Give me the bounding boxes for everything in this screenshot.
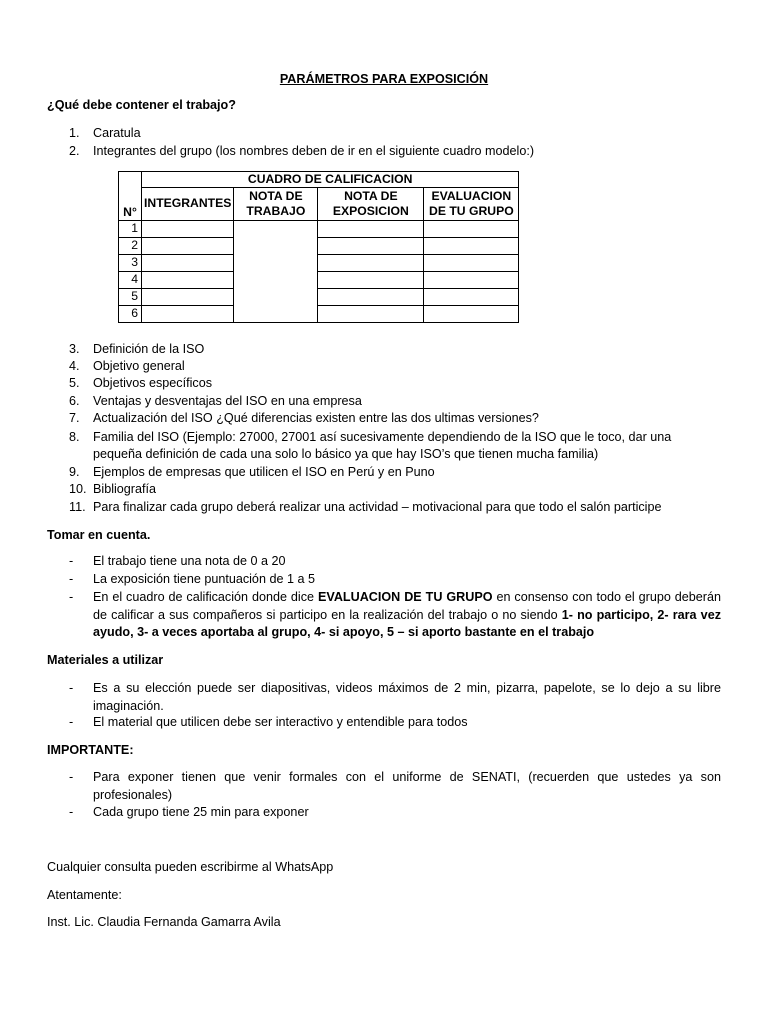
list-item: Objetivos específicos: [93, 376, 212, 390]
row-number: 2: [119, 237, 142, 254]
list-item-continuation: pequeña definición de cada una solo lo básico ya que hay ISO’s que tienen mucha familia): [93, 447, 599, 461]
bullet-text: Para exponer tienen que venir formales con el uniforme de SENATI, (recuerden que ustedes ya son profesionales): [93, 770, 721, 802]
row-number: 5: [119, 288, 142, 305]
list-number: 10.: [69, 482, 87, 496]
row-number: 3: [119, 254, 142, 271]
table-row: [119, 305, 519, 322]
text-run-bold: 1- no participo, 2- rara vez ayudo, 3- a veces aportaba al grupo, 4- si apoyo, 5 – si aporto bastante en el trabajo: [93, 607, 721, 639]
list-number: 2.: [69, 144, 80, 158]
table-row: [119, 271, 519, 288]
list-number: 3.: [69, 342, 80, 356]
bullet-dash: -: [69, 554, 74, 568]
col-header-n: N°: [119, 188, 142, 221]
list-item: Bibliografía: [93, 482, 157, 496]
list-number: 9.: [69, 465, 80, 479]
list-number: 5.: [69, 376, 80, 390]
list-number: 6.: [69, 394, 80, 408]
section-question: ¿Qué debe contener el trabajo?: [47, 98, 236, 112]
col-header-nota-trabajo: NOTA DE TRABAJO: [234, 188, 318, 221]
list-number: 11.: [69, 500, 86, 514]
row-number: 6: [119, 305, 142, 322]
list-item: Integrantes del grupo (los nombres deben de ir en el siguiente cuadro modelo:): [93, 144, 535, 158]
section-heading: Tomar en cuenta.: [47, 528, 151, 542]
text-run: en consenso con todo el grupo deberán de calificar a sus compañeros si participo en la realización del trabajo o no siendo: [93, 590, 721, 622]
signature-name: Inst. Lic. Claudia Fernanda Gamarra Avila: [47, 915, 281, 929]
table-row: [119, 220, 519, 237]
list-number: 1.: [69, 126, 80, 140]
list-number: 4.: [69, 359, 80, 373]
bullet-dash: -: [69, 805, 74, 819]
row-number: 4: [119, 271, 142, 288]
bullet-dash: -: [69, 681, 74, 695]
list-item: Definición de la ISO: [93, 342, 205, 356]
bullet-text: [93, 589, 721, 642]
text-run: En el cuadro de calificación donde dice: [93, 590, 318, 604]
bullet-dash: -: [69, 590, 74, 604]
list-item: Para finalizar cada grupo deberá realizar una actividad – motivacional para que todo el salón participe: [93, 500, 662, 514]
table-caption: CUADRO DE CALIFICACION: [142, 172, 519, 188]
table-row: [119, 288, 519, 305]
contact-note: Cualquier consulta pueden escribirme al WhatsApp: [47, 860, 334, 874]
bullet-text: El material que utilicen debe ser interactivo y entendible para todos: [93, 715, 468, 729]
table-row: [119, 237, 519, 254]
bullet-text: Es a su elección puede ser diapositivas, videos máximos de 2 min, pizarra, papelote, se lo dejo a su libre imaginación.: [93, 681, 721, 713]
list-item: Objetivo general: [93, 359, 185, 373]
list-item: Familia del ISO (Ejemplo: 27000, 27001 así sucesivamente dependiendo de la ISO que le toco, dar una: [93, 430, 672, 444]
section-heading: IMPORTANTE:: [47, 743, 134, 757]
table-row: [119, 254, 519, 271]
list-item: Actualización del ISO ¿Qué diferencias existen entre las dos ultimas versiones?: [93, 411, 539, 425]
section-heading: Materiales a utilizar: [47, 653, 164, 667]
list-item: Caratula: [93, 126, 141, 140]
row-number: 1: [119, 220, 142, 237]
col-header-evaluacion-grupo: EVALUACION DE TU GRUPO: [424, 188, 519, 221]
bullet-text: Cada grupo tiene 25 min para exponer: [93, 805, 309, 819]
grading-table: [118, 171, 519, 323]
col-header-integrantes: INTEGRANTES: [142, 188, 234, 221]
list-item: Ejemplos de empresas que utilicen el ISO en Perú y en Puno: [93, 465, 435, 479]
bullet-dash: -: [69, 770, 74, 784]
col-header-nota-exposicion: NOTA DE EXPOSICION: [318, 188, 424, 221]
text-run-bold: EVALUACION DE TU GRUPO: [317, 590, 493, 604]
list-number: 8.: [69, 430, 80, 444]
list-item: Ventajas y desventajas del ISO en una empresa: [93, 394, 362, 408]
closing: Atentamente:: [47, 888, 122, 902]
bullet-text: El trabajo tiene una nota de 0 a 20: [93, 554, 286, 568]
bullet-dash: -: [69, 715, 74, 729]
list-number: 7.: [69, 411, 80, 425]
bullet-text: La exposición tiene puntuación de 1 a 5: [93, 572, 315, 586]
bullet-dash: -: [69, 572, 74, 586]
page-title: PARÁMETROS PARA EXPOSICIÓN: [279, 72, 489, 86]
